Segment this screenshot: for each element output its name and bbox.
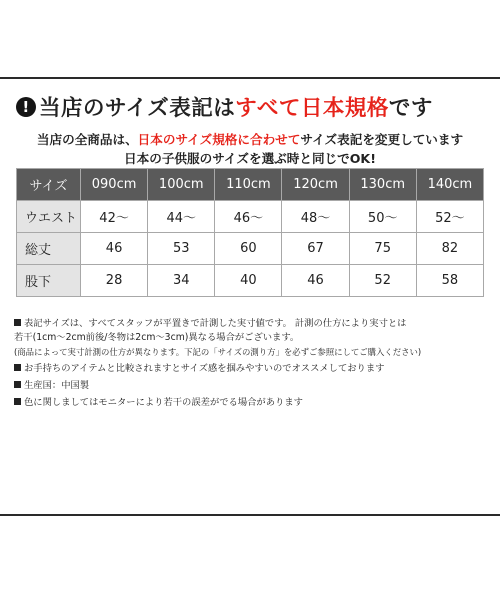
- page-title: [16, 91, 492, 122]
- table-cell: 75: [349, 233, 416, 265]
- note-text: 表記サイズは、すべてスタッフが平置きで計測した実寸値です。 計測の仕方により実寸とは: [24, 318, 407, 329]
- table-cell: 42〜: [81, 201, 148, 233]
- table-cell: 60: [215, 233, 282, 265]
- note-color: [14, 396, 494, 410]
- note-text: お手持ちのアイテムと比較されますとサイズ感を掴みやすいのでオススメしております: [24, 363, 385, 374]
- bullet-square-icon: [14, 364, 21, 371]
- table-cell: 40: [215, 265, 282, 297]
- subtitle-text-c: サイズ表記を変更しています: [300, 132, 464, 147]
- title-text-part3: です: [388, 96, 433, 121]
- table-cell: 52〜: [416, 201, 483, 233]
- table-cell: 82: [416, 233, 483, 265]
- bullet-square-icon: [14, 381, 21, 388]
- row-label-length: 総丈: [17, 233, 81, 265]
- table-cell: 44〜: [148, 201, 215, 233]
- table-cell: 28: [81, 265, 148, 297]
- table-row: [17, 265, 484, 297]
- table-cell: 46〜: [215, 201, 282, 233]
- note-origin: [14, 379, 494, 393]
- row-label-waist: ウエスト: [17, 201, 81, 233]
- note-compare: [14, 362, 494, 376]
- table-cell: 50〜: [349, 201, 416, 233]
- size-col-header: 090cm: [81, 169, 148, 201]
- table-cell: 53: [148, 233, 215, 265]
- table-cell: 52: [349, 265, 416, 297]
- size-col-header: 100cm: [148, 169, 215, 201]
- table-cell: 58: [416, 265, 483, 297]
- table-cell: 46: [81, 233, 148, 265]
- note-text: 生産国：中国製: [24, 380, 90, 391]
- bullet-square-icon: [14, 398, 21, 405]
- note-text-small: (商品によって実寸計測の仕方が異なります。下記の「サイズの測り方」を必ずご参照にしてご購入ください): [14, 347, 422, 357]
- size-col-header: 120cm: [282, 169, 349, 201]
- table-cell: 34: [148, 265, 215, 297]
- table-cell: 48〜: [282, 201, 349, 233]
- subtitle-text-a: 当店の全商品は、: [36, 132, 138, 147]
- exclamation-icon: !: [16, 97, 36, 117]
- note-text-continued: 若干(1cm〜2cm前後/冬物は2cm〜3cm)異なる場合がございます。: [14, 332, 300, 343]
- table-cell: 46: [282, 265, 349, 297]
- subtitle-line-1: [0, 129, 500, 148]
- note-text: 色に関しましてはモニターにより若干の誤差がでる場合があります: [24, 397, 303, 408]
- size-col-header: 140cm: [416, 169, 483, 201]
- title-text-part1: 当店のサイズ表記は: [39, 96, 236, 121]
- title-highlight: すべて日本規格: [235, 96, 389, 121]
- top-divider: [0, 77, 500, 79]
- table-cell: 67: [282, 233, 349, 265]
- size-header-label: サイズ: [17, 169, 81, 201]
- subtitle-highlight: 日本のサイズ規格に合わせて: [137, 132, 301, 147]
- note-measurement: [14, 317, 494, 359]
- size-col-header: 130cm: [349, 169, 416, 201]
- row-label-inseam: 股下: [17, 265, 81, 297]
- subtitle-line-2: 日本の子供服のサイズを選ぶ時と同じでOK!: [124, 151, 376, 166]
- size-table: [16, 168, 484, 297]
- notes-section: [14, 317, 494, 413]
- size-col-header: 110cm: [215, 169, 282, 201]
- bottom-divider: [0, 514, 500, 516]
- size-header-row: [17, 169, 484, 201]
- bullet-square-icon: [14, 319, 21, 326]
- table-row: [17, 201, 484, 233]
- table-row: [17, 233, 484, 265]
